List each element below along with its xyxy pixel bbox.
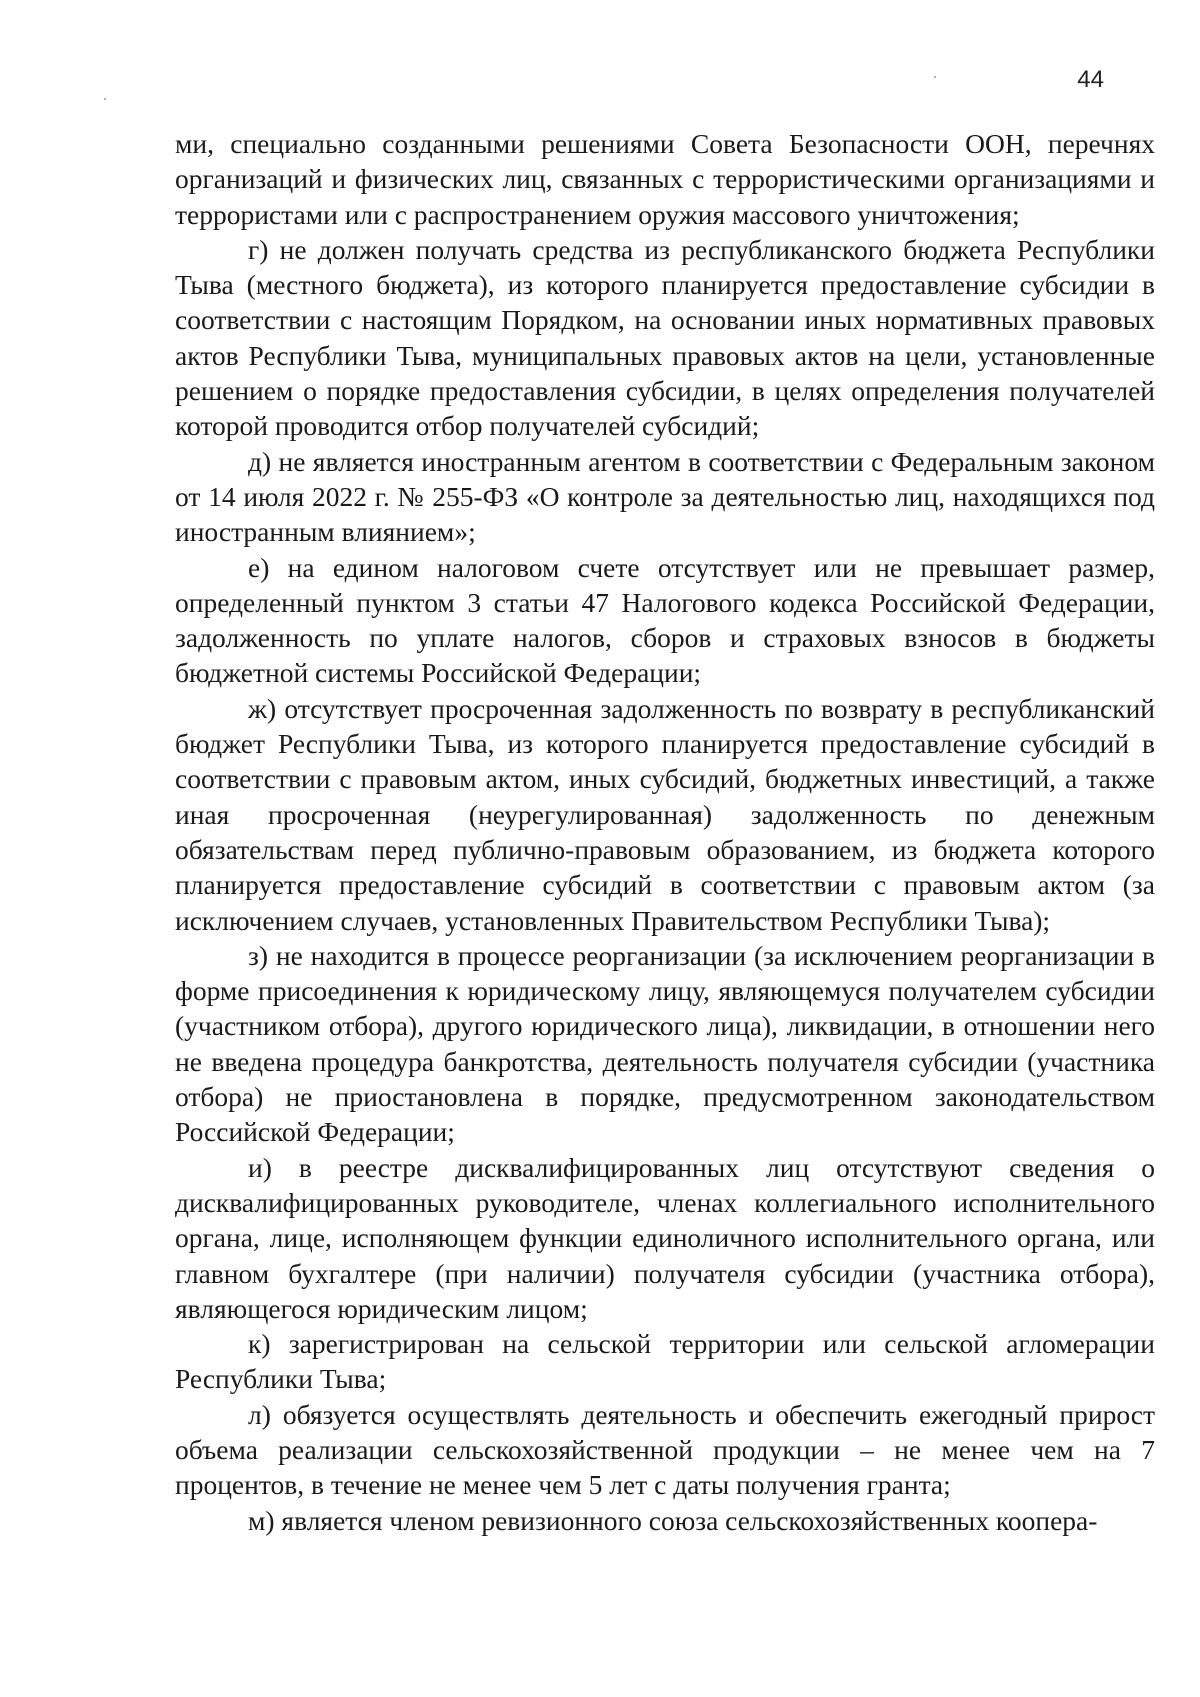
paragraph-z: з) не находится в процессе реорганизации (за исключением реорганизации в форме присоединения к юридическому лицу, являющемуся получателем субсидии (участником отбора), другого юридического лица), ликвидации, в отношении него не введена процедура банкротства, деятельность получателя субсидии (участника отбора) не приостановлена в порядке, предусмотренном законодательством Российской Федерации; (175, 939, 1155, 1148)
paragraph-zh: ж) отсутствует просроченная задолженность по возврату в республиканский бюджет Республики Тыва, из которого планируется предоставление субсидий в соответствии с правовым актом, иных субсидий, бюджетных инвестиций, а также иная просроченная (неурегулированная) задолженность по денежным обязательствам перед публично-правовым образованием, из бюджета которого планируется предоставление субсидий в соответствии с правовым актом (за исключением случаев, установленных Правительством Республики Тыва); (175, 692, 1155, 936)
paragraph-d: д) не является иностранным агентом в соответствии с Федеральным законом от 14 июля 2022 г. № 255-ФЗ «О контроле за деятельностью лиц, находящихся под иностранным влиянием»; (175, 445, 1155, 548)
paragraph-m: м) является членом ревизионного союза сельскохозяйственных коопера- (248, 1504, 1098, 1536)
body-text (175, 126, 1155, 1538)
paragraph-continuation: ми, специально созданными решениями Совета Безопасности ООН, перечнях организаций и физических лиц, связанных с террористическими организациями и террористами или с распространением оружия массового уничтожения; (175, 128, 1155, 230)
paragraph-e: е) на едином налоговом счете отсутствует или не превышает размер, определенный пунктом 3 статьи 47 Налогового кодекса Российской Федерации, задолженность по уплате налогов, сборов и страховых взносов в бюджеты бюджетной системы Российской Федерации; (175, 551, 1155, 689)
paragraph-l: л) обязуется осуществлять деятельность и обеспечить ежегодный прирост объема реализации сельскохозяйственной продукции – не менее чем на 7 процентов, в течение не менее чем 5 лет с даты получения гранта; (175, 1398, 1155, 1501)
page-number: 44 (1077, 66, 1104, 93)
scan-speck (934, 76, 936, 78)
paragraph-k: к) зарегистрирован на сельской территории или сельской агломерации Республики Тыва; (175, 1328, 1155, 1395)
paragraph-i: и) в реестре дисквалифицированных лиц отсутствуют сведения о дисквалифицированных руководителе, членах коллегиального исполнительного органа, лице, исполняющем функции единоличного исполнительного органа, или главном бухгалтере (при наличии) получателя субсидии (участника отбора), являющегося юридическим лицом; (175, 1151, 1155, 1324)
paragraph-g: г) не должен получать средства из республиканского бюджета Республики Тыва (местного бюджета), из которого планируется предоставление субсидии в соответствии с настоящим Порядком, на основании иных нормативных правовых актов Республики Тыва, муниципальных правовых актов на цели, установленные решением о порядке предоставления субсидии, в целях определения получателей которой проводится отбор получателей субсидий; (175, 233, 1155, 442)
scan-speck (104, 98, 106, 100)
